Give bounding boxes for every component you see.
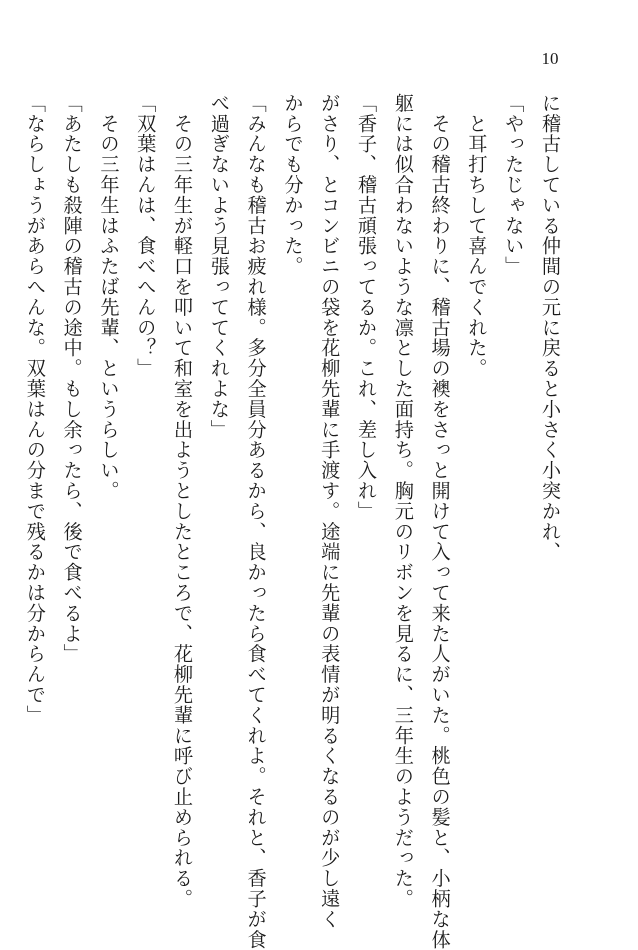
- text-line: と耳打ちして喜んでくれた。: [465, 93, 489, 379]
- text-line: その三年生が軽口を叩いて和室を出ようとしたところで、花柳先輩に呼び止められる。: [171, 93, 195, 909]
- text-line: がさり、とコンビニの袋を花柳先輩に手渡す。途端に先輩の表情が明るくなるのが少し遠く: [318, 93, 342, 930]
- text-line: その稽古終わりに、稽古場の襖をさっと開けて入って来た人がいた。桃色の髪と、小柄な体: [428, 93, 452, 950]
- text-line: 「双葉はんは、食べへんの？」: [134, 93, 158, 379]
- text-line: べ過ぎないよう見張っててくれよな」: [207, 93, 231, 440]
- text-line: からでも分かった。: [281, 93, 305, 277]
- vertical-body-text: [23, 93, 568, 950]
- text-line: 「みんなも稽古お疲れ様。多分全員分あるから、良かったら食べてくれよ。それと、香子が食: [244, 93, 268, 950]
- text-line: 「香子、稽古頑張ってるか。これ、差し入れ」: [355, 93, 379, 522]
- page-number: 10: [541, 49, 559, 68]
- text-line: その三年生はふたば先輩、というらしい。: [97, 93, 121, 501]
- text-line: に稽古している仲間の元に戻ると小さく小突かれ、: [539, 93, 562, 563]
- text-line: 「ならしょうがあらへんな。双葉はんの分まで残るかは分からんで」: [23, 93, 47, 726]
- text-line: 躯には似合わないような凛とした面持ち。胸元のリボンを見るに、三年生のようだった。: [391, 93, 415, 909]
- text-line: 「あたしも殺陣の稽古の途中。もし余ったら、後で食べるよ」: [60, 93, 84, 665]
- text-line: 「やったじゃない」: [502, 93, 526, 277]
